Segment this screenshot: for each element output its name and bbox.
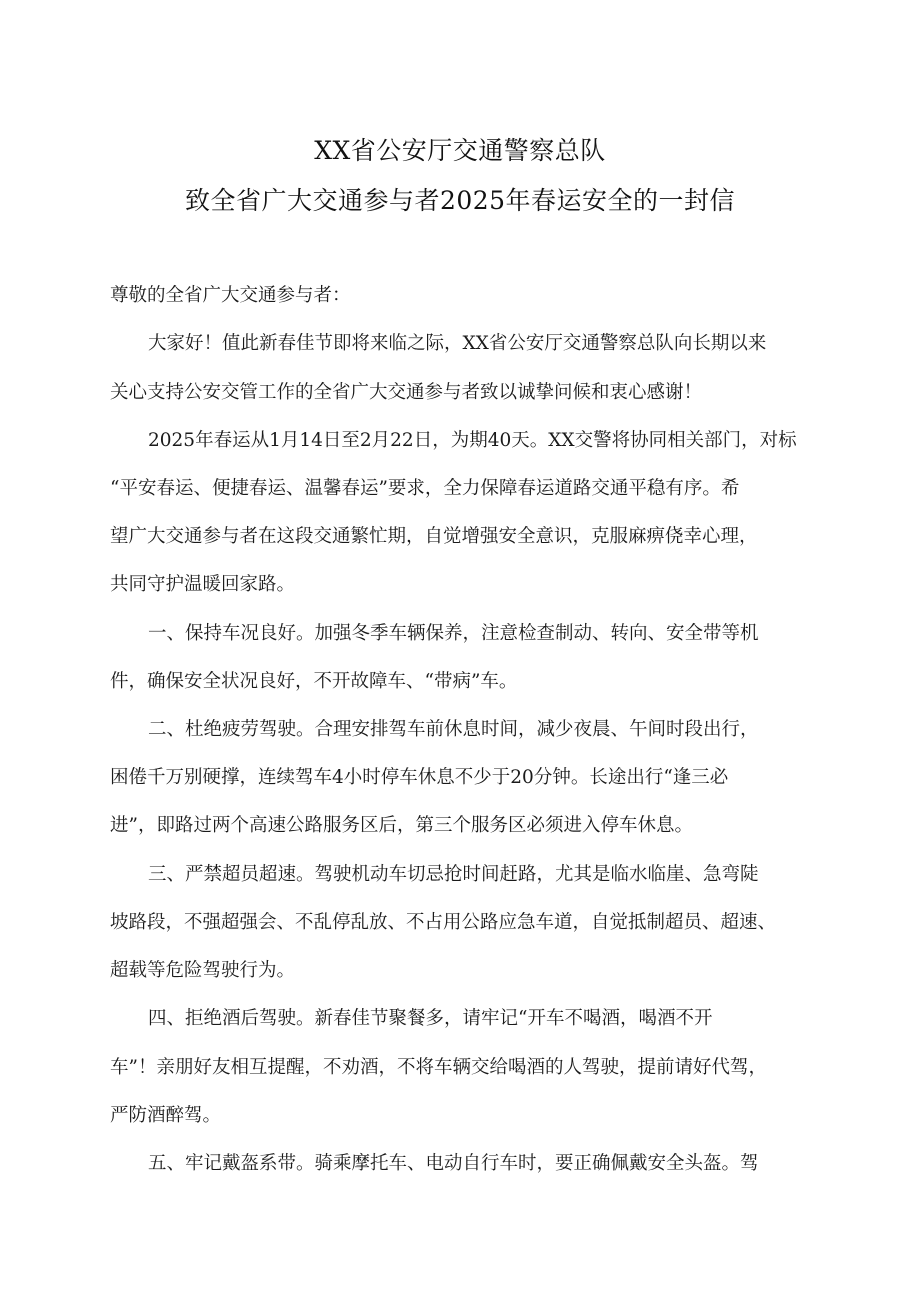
body-line: 三、严禁超员超速。驾驶机动车切忌抢时间赶路，尤其是临水临崖、急弯陡: [148, 864, 759, 885]
body-line: 严防酒醉驾。: [110, 1105, 222, 1126]
body-line: 车”！亲朋好友相互提醒，不劝酒，不将车辆交给喝酒的人驾驶，提前请好代驾，: [110, 1057, 767, 1078]
document-title-line-2: 致全省广大交通参与者2025年春运安全的一封信: [184, 186, 736, 215]
body-line: 望广大交通参与者在这段交通繁忙期，自觉增强安全意识，克服麻痹侥幸心理，: [110, 526, 758, 547]
salutation: 尊敬的全省广大交通参与者：: [110, 285, 351, 306]
document-title-line-1: XX省公安厅交通警察总队: [314, 136, 606, 165]
body-line: 五、牢记戴盔系带。骑乘摩托车、电动自行车时，要正确佩戴安全头盔。驾: [148, 1153, 759, 1174]
body-line: 大家好！值此新春佳节即将来临之际，XX省公安厅交通警察总队向长期以来: [148, 333, 767, 354]
body-line: 进”，即路过两个高速公路服务区后，第三个服务区必须进入停车休息。: [110, 815, 693, 836]
body-line: 一、保持车况良好。加强冬季车辆保养，注意检查制动、转向、安全带等机: [148, 623, 759, 644]
body-line: 二、杜绝疲劳驾驶。合理安排驾车前休息时间，减少夜晨、午间时段出行，: [148, 719, 759, 740]
body-line: 四、拒绝酒后驾驶。新春佳节聚餐多，请牢记“开车不喝酒，喝酒不开: [148, 1008, 713, 1029]
body-line: 困倦千万别硬撑，连续驾车4小时停车休息不少于20分钟。长途出行“逢三必: [110, 767, 729, 788]
body-line: 2025年春运从1月14日至2月22日，为期40天。XX交警将协同相关部门，对标: [148, 430, 797, 451]
body-line: 关心支持公安交管工作的全省广大交通参与者致以诚挚问候和衷心感谢！: [110, 382, 703, 403]
body-line: 件，确保安全状况良好，不开故障车、“带病”车。: [110, 671, 518, 692]
body-line: 坡路段，不强超强会、不乱停乱放、不占用公路应急车道，自觉抵制超员、超速、: [110, 912, 777, 933]
body-line: 共同守护温暖回家路。: [110, 574, 296, 595]
body-line: 超载等危险驾驶行为。: [110, 960, 296, 981]
body-line: “平安春运、便捷春运、温馨春运”要求，全力保障春运道路交通平稳有序。希: [110, 478, 740, 499]
